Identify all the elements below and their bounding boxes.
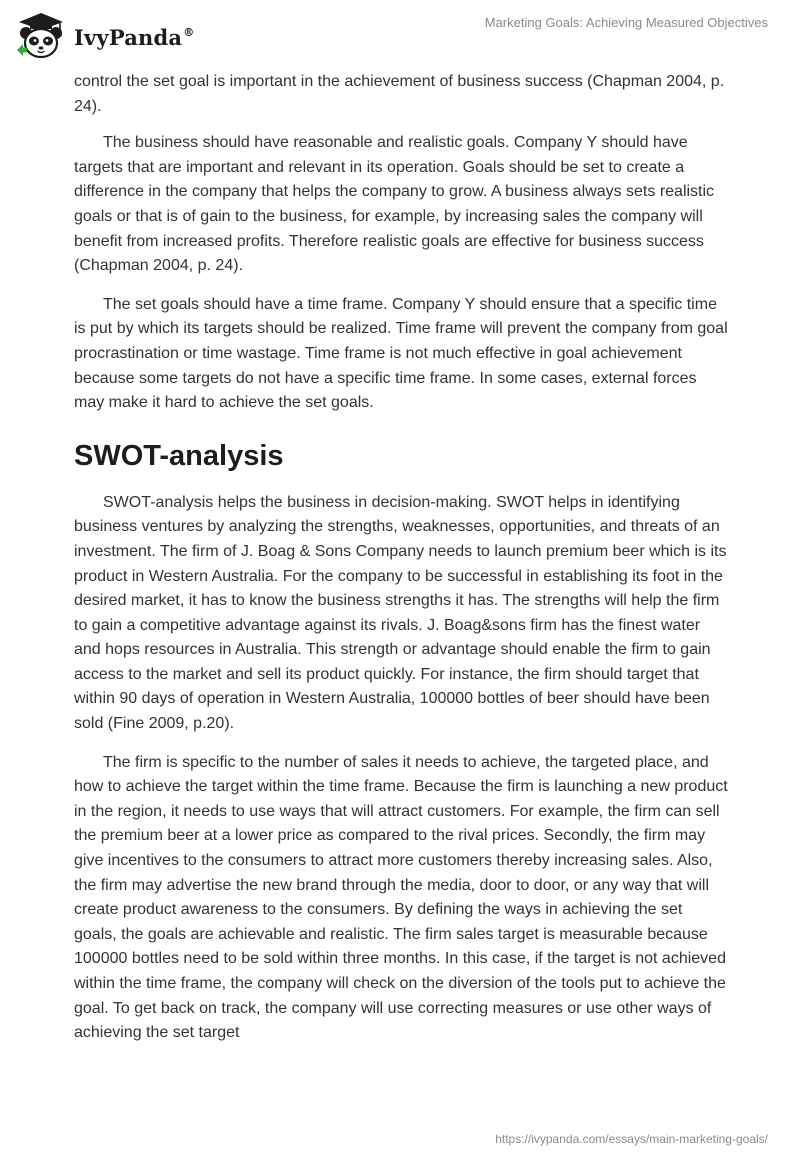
source-url[interactable]: https://ivypanda.com/essays/main-marketing-goals/	[495, 1132, 768, 1146]
page-header	[0, 0, 800, 70]
section-heading: SWOT-analysis	[74, 439, 284, 472]
brand-name: IvyPanda®	[74, 24, 195, 50]
ivypanda-logo[interactable]	[14, 10, 194, 62]
essay-body	[74, 70, 729, 1060]
paragraph: SWOT-analysis helps the business in decision-making. SWOT helps in identifying business ventures by analyzing the strengths, weaknesses, opportunities, and threats of an investment. The firm of J. Boag & Sons Company needs to launch premium beer which is its product in Western Australia. For the company to be successful in establishing its foot in the desired market, it has to know the business strengths it has. The strengths will help the firm to gain a competitive advantage against its rivals. J. Boag&sons firm has the finest water and hops resources in Australia. This strength or advantage should enable the firm to gain access to the market and sell its product quickly. For instance, the firm should target that within 90 days of operation in Western Australia, 100000 bottles of beer should have been sold (Fine 2009, p.20).	[74, 493, 727, 733]
document-title: Marketing Goals: Achieving Measured Objectives	[484, 15, 768, 30]
paragraph: control the set goal is important in the achievement of business success (Chapman 2004, p. 24).	[74, 73, 725, 115]
paragraph: The set goals should have a time frame. Company Y should ensure that a specific time is put by which its targets should be realized. Time frame will prevent the company from goal procrastination or time wastage. Time frame is not much effective in goal achievement because some targets do not have a specific time frame. In some cases, external forces may make it hard to achieve the set goals.	[74, 295, 728, 412]
paragraph: The firm is specific to the number of sales it needs to achieve, the targeted place, and how to achieve the target within the time frame. Because the firm is launching a new product in the region, it needs to use ways that will attract customers. For example, the firm can sell the premium beer at a lower price as compared to the rival prices. Secondly, the firm may give incentives to the consumers to attract more customers thereby increasing sales. Also, the firm may advertise the new brand through the media, door to door, or any way that will create product awareness to the consumers. By defining the ways in achieving the set goals, the goals are achievable and realistic. The firm sales target is measurable because 100000 bottles need to be sold within three months. In this case, if the target is not achieved within the time frame, the company will check on the diversion of the tools put to achieve the goal. To get back on track, the company will use correcting measures or use other ways of achieving the set target	[74, 753, 728, 1042]
paragraph: The business should have reasonable and realistic goals. Company Y should have targets that are important and relevant in its operation. Goals should be set to create a difference in the company that helps the company to grow. A business always sets realistic goals or that is of gain to the business, for example, by increasing sales the company will benefit from increased profits. Therefore realistic goals are effective for business success (Chapman 2004, p. 24).	[74, 134, 715, 275]
panda-graduate-icon	[14, 10, 68, 62]
